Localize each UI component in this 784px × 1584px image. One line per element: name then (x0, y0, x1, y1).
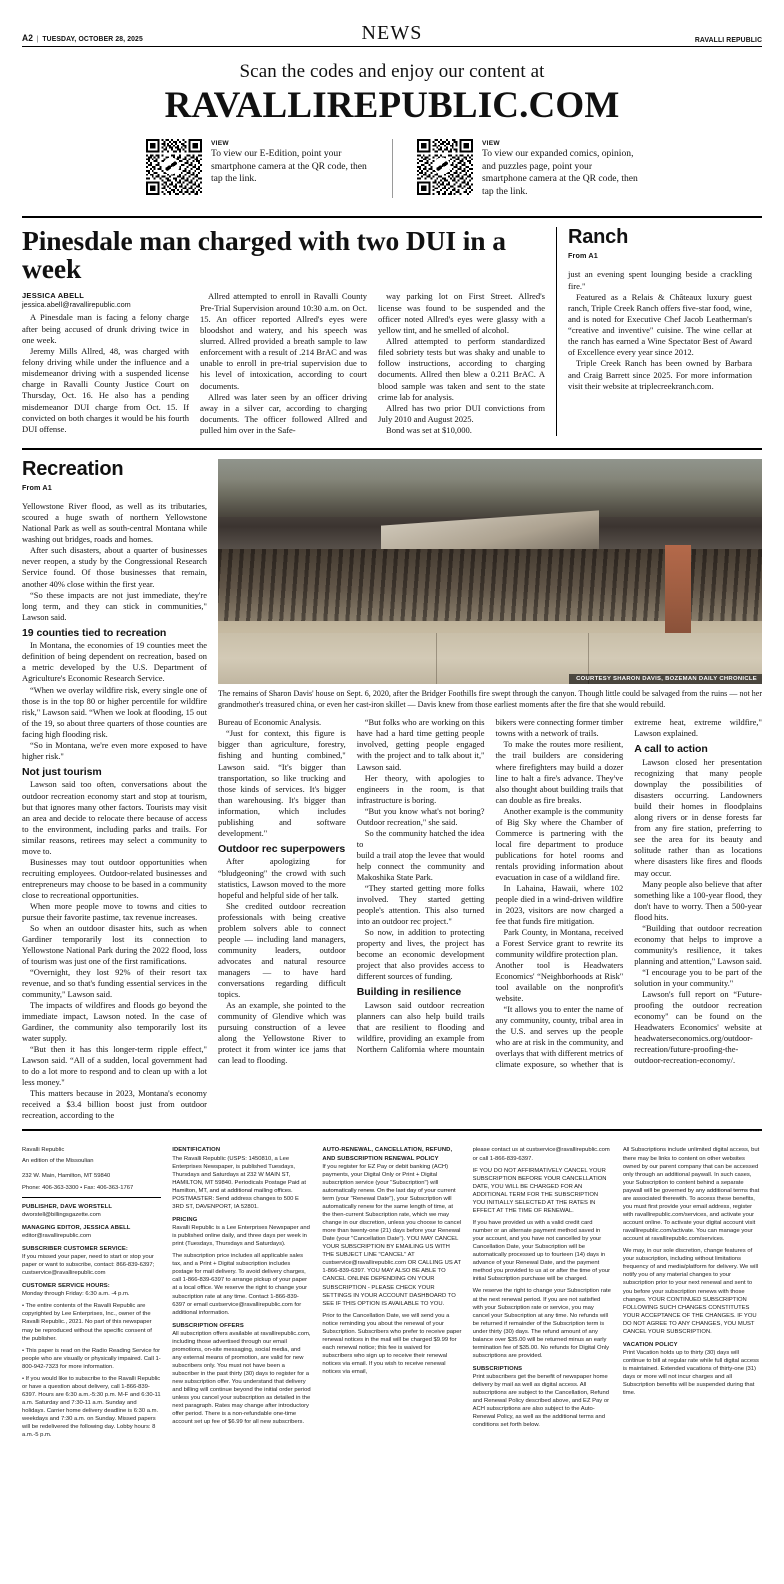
ranch-jump-story (556, 227, 752, 436)
ranch-jump-title: Ranch (568, 226, 629, 249)
recreation-from: From A1 (22, 483, 52, 493)
subhead-a-call-to-action: A call to action (634, 743, 708, 756)
autorenew-heading: AUTO-RENEWAL, CANCELLATION, REFUND, AND SUBSCRIPTION RENEWAL POLICY (322, 1147, 453, 1162)
paragraph: After apologizing for “bludgeoning" the crowd with such statistics, Lawson moved to the more hopeful and helpful side of her talk. (218, 856, 346, 900)
paragraph: So when an outdoor disaster hits, such as when Gardiner temporarily lost its connection to Yellowstone National Park during the 2022 flood, loss of tourism was just one of the first ramifications. (22, 922, 207, 966)
paragraph: Yellowstone River flood, as well as its tributaries, scoured a huge swath of northern Yellowstone National Park as well as south-central Montana while washing out bridges, roads and homes. (22, 501, 207, 545)
paragraph: Another example is the community of Big Sky where the Chamber of Commerce is partnering with the local fire department to produce publications for hotel rooms and rentals providing information about evacuation in case of a wildland fire. (495, 805, 624, 882)
top-story-column-2 (200, 291, 367, 436)
digital-access-text: All Subscriptions include unlimited digital access, but there may be links to content on other websites owned by our parent company that can be accessed only through an additional paywall. In such cases, your Subscription to content behind a separate paywall will be governed by any additional terms that are associated therewith. To access these benefits, you must first provide your email address, register with ravallirepublic.com/services, and activate your account online. To activate your digital account visit ravallirepublic.com/activate. You can manage your account at ravallirepublic.com/services. (622, 1147, 760, 1243)
paragraph: “So in Montana, we're even more exposed to have higher risk." (22, 739, 207, 761)
legal-column-4 (473, 1146, 612, 1443)
paragraph: After such disasters, about a quarter of businesses never reopen, a study by the Congressional Research Service found. Of those businesses that remain, another 40% close within the first year. (22, 545, 207, 589)
subscriber-service-text: If you missed your paper, need to start or stop your paper or want to subscribe, contact: 866-839-6397; custservice@ravallirepublic.com (22, 1254, 155, 1277)
paragraph: build a trail atop the levee that would help connect the community and Makoshika State Park. (356, 849, 485, 882)
paragraph: This matters because in 2023, Montana's economy received a $3.4 billion boost just from outdoor recreation, according to the (22, 1088, 207, 1121)
paragraph: Another tool is Headwaters Economics' “Neighborhoods at Risk" tool available on the nonprofit's website. (495, 960, 624, 1004)
paragraph: The impacts of wildfires and floods go beyond the immediate impact, Lawson noted. In the case of Gardiner, the community also temporarily lost its water supply. (22, 1000, 207, 1044)
paragraph: “When we overlay wildfire risk, every single one of those is in the top 80 or higher percentile for wildfire risk," Lawson said. “When we look at flooding, 15 out of the 19, so about three quarters of those counties are facing high flooding risk. (22, 684, 207, 739)
legal-divider (22, 1197, 161, 1198)
recreation-column-left (22, 459, 218, 1121)
promo-view-label: VIEW (482, 140, 500, 148)
paragraph: Park County, in Montana, received a Forest Service grant to rewrite its community wildfire protection plan. (495, 926, 624, 960)
promo-text-comics (482, 139, 638, 198)
identification-text: The Ravalli Republic (USPS: 1450810, a Lee Enterprises Newspaper, is published Tuesdays, Thursdays and Saturdays at 232 W MAIN ST, HAMILTON, MT 59840. Periodicals Postage Paid at Hamilton, MT, and at additional mailing offices. POSTMASTER: Send address changes to 500 E 3RD ST, DAVENPORT, IA 52801. (172, 1155, 307, 1210)
discretion-text: We may, in our sole discretion, change features of your subscription, including without limitations frequency of and media/platform for delivery. We will notify you of any material changes to your subscription prior to your next renewal and sent to you before your subscription renews with those changes. YOUR CONTINUED SUBSCRIPTION FOLLOWING SUCH CHANGES CONSTITUTES YOUR ACCEPTANCE OF THE CHANGES. IF YOU DO NOT AGREE TO ANY CHANGES, YOU MUST CANCEL YOUR SUBSCRIPTION. (622, 1248, 759, 1335)
paragraph: “Overnight, they lost 92% of their resort tax revenue, and so that's funding essential services in the community," Lawson said. (22, 967, 207, 1000)
publisher-email[interactable]: dworstell@billingsgazette.com (22, 1211, 101, 1218)
masthead-logo-republic: Republic (41, 1147, 65, 1154)
paragraph: Lawson said too often, conversations about the outdoor recreation economy start and stop at tourism, but that ignores many other factors. Tourists may visit an area and decide to relocate there because of access to the environment, including parks and trails. For similar reasons, retirees may select a community to move to. (22, 779, 207, 856)
renewal-notice-text: IF YOU DO NOT AFFIRMATIVELY CANCEL YOUR SUBSCRIPTION BEFORE YOUR CANCELLATION DATE, YOU WILL BE CHARGED FOR AN ADDITIONAL TERM FOR THE SUBSCRIPTION YOU INITIALLY SELECTED AT THE RATES IN EFFECT AT THE TIME OF RENEWAL. (472, 1167, 607, 1214)
managing-editor-label: MANAGING EDITOR, JESSICA ABELL (22, 1224, 131, 1231)
paragraph: Allred was later seen by an officer driving away in a silver car, according to charging documents. The officer followed Allred and pulled him over in the Safe- (200, 391, 367, 436)
promo-block-eedition[interactable] (122, 139, 392, 198)
masthead-logo-ravalli: Ravalli (22, 1147, 40, 1154)
page-folio (22, 0, 762, 47)
subhead-19-counties: 19 counties tied to recreation (22, 626, 167, 639)
paragraph: “They started getting more folks involved. They started getting people's attention. This also turned into an outdoor rec project." (356, 882, 485, 926)
section-title: NEWS (361, 22, 423, 45)
paragraph: just an evening spent lounging beside a crackling fire." (568, 269, 752, 291)
subhead-outdoor-rec-superpowers: Outdoor rec superpowers (218, 842, 346, 855)
publisher-label: PUBLISHER, DAVE WORSTELL (22, 1203, 113, 1210)
paragraph: Allred attempted to enroll in Ravalli County Pre-Trial Supervision around 10:30 a.m. on Oct. 15. An officer reported Allred's eyes were bloodshot and watery, and his speech was slurred. Allred provided a breath sample to law enforcement with a result of .214 BrAC and was unable to enroll in pre-trial supervision due to his level of intoxication, according to court documents. (200, 291, 367, 391)
top-story-section (22, 218, 762, 436)
subhead-building-in-resilience: Building in resilience (356, 986, 462, 999)
recreation-title: Recreation (22, 458, 124, 481)
paragraph: To make the routes more resilient, the trail builders are considering where firefighters may build a dozer line to halt a fire's advance. They've also thought about building trails that can double as fire breaks. (495, 739, 624, 805)
managing-editor-email[interactable]: editor@ravallirepublic.com (22, 1232, 91, 1239)
subscription-offers-text: All subscription offers available at ravallirepublic.com, including those advertised through our email promotions, on-site messaging, social media, and any external means of promotion, are valid for new subscribers only. You must not have been a subscriber in the past thirty (30) days to register for a new subscription offer. You understand that delivery and billing will continue beyond the initial order period unless you cancel your subscription as detailed in the next paragraph. Rates may change after introductory offer period. There is a non-refundable one-time account set up fee of $6.99 for all new subscribers. (172, 1330, 311, 1426)
pricing-text-2: The subscription price includes all applicable sales tax, and a Print + Digital subscription includes postage for mail delivery. To avoid delivery charges, call 1-866-839-6397 to arrange pickup of your paper at a local office. We reserve the right to change your subscription rate at any time. Contact 1-866-839-6397 or email custservice@ravallirepublic.com for additional information. (172, 1253, 308, 1316)
paragraph: So now, in addition to protecting property and lives, the project has become an economic development project that also provides access to different sources of funding. (356, 926, 485, 982)
legal-column-2 (172, 1146, 311, 1443)
byline-email: jessica.abell@ravallirepublic.com (22, 300, 131, 310)
promo-text-eedition (211, 139, 368, 185)
page-title: Pinesdale man charged with two DUI in a week (22, 225, 506, 285)
masthead-address: 232 W. Main, Hamilton, MT 59840 (22, 1172, 111, 1179)
paragraph: Bureau of Economic Analysis. (218, 717, 322, 728)
pricing-heading: PRICING (172, 1216, 198, 1223)
top-story-column-1 (22, 291, 189, 435)
paragraph: A Pinesdale man is facing a felony charge after being accused of drunk driving twice in one week. (22, 312, 189, 345)
identification-heading: IDENTIFICATION (172, 1147, 221, 1154)
paragraph: When more people move to towns and cities to pursue their favorite pastime, tax revenue increases. (22, 900, 207, 922)
paragraph: “But then it has this longer-term ripple effect," Lawson said. “All of a sudden, local government had to do a lot more to respond and to clean up with a lot less money." (22, 1044, 207, 1088)
folio-separator: | (36, 34, 39, 43)
subscriptions-heading: SUBSCRIPTIONS (472, 1366, 523, 1372)
paragraph: In Lahaina, Hawaii, where 102 people died in a wind-driven wildfire in 2023, visitors are now charged a fee that funds fire mitigation. (495, 882, 624, 926)
promo-view-label: VIEW (211, 140, 229, 148)
qr-promo-block (22, 47, 762, 204)
top-story-main (22, 227, 556, 436)
paragraph: “It allows you to enter the name of any community, county, tribal area in the U.S. and serves up the people who are at risk in the community, and overlays that with different metrics of climate exposure, so whether that is extreme heat, extreme wildfire," Lawson explained. (495, 717, 762, 1070)
rate-change-text: We reserve the right to change your Subscription rate at the next renewal period. If you are not satisfied with your Subscription rate or service, you may cancel your Subscription at any time. No refunds will be returned if remainder of the Subscription term is under thirty (30) days. The refund amount of any balance over $35.00 will be returned minus an early termination fee of $35.00. No refunds for Digital Only subscriptions are provided. (472, 1288, 611, 1359)
paragraph: “Building that outdoor recreation economy that helps to improve a community's resilience, it takes planning and attention," Lawson said. (634, 922, 762, 966)
paragraph: As an example, she pointed to the community of Glendive which was pursuing construction of a levee along the Yellowstone River to protect it from winter ice jams that can lead to flooding. (218, 999, 346, 1066)
paragraph: In Montana, the economies of 19 counties meet the definition of being dependent on recreation, based on a metric developed by the U.S. Department of Agriculture's Economic Research Service. (22, 640, 207, 684)
paragraph: “But folks who are working on this have had a hard time getting people involved, getting people engaged with the project and to talk about it," Lawson said. (356, 717, 485, 772)
paragraph: “But you know what's not boring? Outdoor recreation," she said. (356, 805, 485, 827)
masthead-legal-section (22, 1131, 762, 1443)
recreation-lower-columns (218, 710, 762, 1070)
vacation-policy-heading: VACATION POLICY (622, 1341, 678, 1348)
recreation-column-right (218, 459, 762, 1121)
paragraph: Triple Creek Ranch has been owned by Barbara and Craig Barrett since 2025. For more information visit their website at triplecreekranch.com. (568, 358, 752, 391)
promo-kicker: Scan the codes and enjoy our content at (239, 61, 545, 83)
paragraph: Businesses may tout outdoor opportunities when recruiting employees. Outdoor-related businesses and entrepreneurs may choose to be based in a community close to recreational opportunities. (22, 856, 207, 900)
promo-desc: To view our expanded comics, opinion, and puzzles page, point your smartphone camera at the QR code, then tap the link. (482, 148, 638, 197)
folio-left (22, 34, 143, 43)
paragraph: way parking lot on First Street. Allred's license was found to be suspended and the officer noted Allred's eyes were glassy with a yellow tint, and he smelled of alcohol. (378, 291, 545, 335)
paragraph: Lawson said outdoor recreation planners can also help build trails that are resilient to flooding and wildfire, providing an example from Northern California where mountain bikers were connecting former timber towns with a network of trails. (356, 717, 624, 1054)
cancellation-text: Prior to the Cancellation Date, we will send you a notice reminding you about the renewal of your Subscription. Subscribers who prefer to receive paper renewal notices in the mail will be charged $9.99 for each renewal notice; this fee is waived for subscribers who sign up to receive their renewal notices via email. If you wish to receive renewal notices via email, (322, 1312, 462, 1376)
customer-hours-heading: CUSTOMER SERVICE HOURS: (22, 1283, 110, 1290)
legal-columns (22, 1140, 762, 1443)
paragraph: Allred has two prior DUI convictions from July 2010 and August 2025. (378, 402, 545, 424)
photo-credit: COURTESY SHARON DAVIS, BOZEMAN DAILY CHRONICLE (569, 674, 762, 684)
subscriber-service-heading: SUBSCRIBER CUSTOMER SERVICE: (22, 1245, 128, 1252)
qr-code-icon[interactable] (417, 139, 473, 195)
legal-bullet: • The entire contents of the Ravalli Republic are copyrighted by Lee Enterprises, Inc., owner of the Ravalli Republic., 2021. No part of this newspaper may be reproduced without the specific consent of the publisher. (22, 1303, 152, 1342)
recreation-section (22, 450, 762, 1121)
autorenew-text: If you register for EZ Pay or debit banking (ACH) payments, your Digital Only or Print + Digital subscription service (your "Subscription") will automatically renew. On the last day of your current term (your "Renewal Date"), your Subscription will automatically renew for the same length of time, at the then-current Subscription rate, which we may change in our discretion, unless you choose to cancel more than twenty-one (21) days before your Renewal Date (your "Cancellation Date"). YOU MAY CANCEL YOUR SUBSCRIPTION BY EMAILING US WITH THE SUBJECT LINE "CANCEL" AT custservice@ravallirepublic.com OR CALLING US AT 1-866-839-6397. YOU MAY ALSO BE ABLE TO CANCEL ONLINE DEPENDING ON YOUR SUBSCRIPTION - PLEASE CHECK YOUR SETTINGS IN YOUR ACCOUNT DASHBOARD TO SEE IF THIS OPTION IS AVAILABLE TO YOU. (322, 1163, 462, 1307)
folio-date: TUESDAY, OCTOBER 28, 2025 (42, 34, 143, 43)
pricing-text: Ravalli Republic is a Lee Enterprises Newspaper and is published online daily, and three days per week in print (Tuesdays, Thursdays and Saturdays). (172, 1225, 310, 1248)
recreation-body-left (22, 501, 207, 1121)
top-story-columns (22, 291, 545, 436)
legal-bullet: • This paper is read on the Radio Reading Service for people who are visually or physically impaired. Call 1-800-942-7323 for more information. (22, 1347, 161, 1370)
ranch-jump-from: From A1 (568, 251, 598, 261)
paragraph: Lawson closed her presentation recognizing that many people downplay the possibilities of disasters occurring. Landowners build their homes in floodplains along rivers or in dense forests far from any fire station, preferring to see the area for its beauty and solitude rather than as locations where disasters like fires and floods may occur. (634, 757, 762, 878)
contact-text: please contact us at custservice@ravallirepublic.com or call 1-866-839-6397. (472, 1147, 610, 1162)
publication-name: RAVALLI REPUBLIC (694, 34, 762, 44)
paragraph: Featured as a Relais & Châteaux luxury guest ranch, Triple Creek Ranch offers five-star food, wine, and is noted for Executive Chef Jacob Leatherman's “creative and inventive" cuisine. The wine cellar at the ranch has earned a Wine Spectator Best of Award of Excellence every year since 2012. (568, 291, 752, 358)
top-story-column-3 (378, 291, 545, 436)
photo-caption: The remains of Sharon Davis' house on Sept. 6, 2020, after the Bridger Foothills fire swept through the canyon. Though little could be salvaged from the ruins — not her grandmother's treasured china, or even her cast-iron skillet — Davis knew from those earliest moments after the fire that she would rebuild. (218, 689, 762, 709)
promo-code-row (22, 139, 762, 198)
paragraph: Her theory, with apologies to engineers in the room, is that infrastructure is boring. (356, 772, 485, 805)
vacation-policy-text: Print Vacation holds up to thirty (30) days will continue to bill at regular rate while full digital access is maintained. Extended vacations of thirty-one (31) days or more will not incur charges and all Subscription benefits will be suspended during that time. (622, 1349, 759, 1397)
subscriptions-text: Print subscribers get the benefit of newspaper home delivery by mail as well as digital access. All subscriptions are subject to the Cancellation, Refund and Renewal Policy described above, and EZ Pay or ACH subscriptions are also subject to the Auto-Renewal Policy, as well as the additional terms and conditions set forth below. (472, 1374, 610, 1429)
folio-page-number: A2 (22, 33, 34, 43)
masthead-phone: Phone: 406-363-3300 • Fax: 406-363-1767 (22, 1184, 134, 1191)
card-charge-text: If you have provided us with a valid credit card number or an alternate payment method saved in your account, and you have not cancelled by your Cancellation Date, your Subscription will be automatically processed up to fourteen (14) days in advance of your Renewal Date, and the payment method you provided to us at or after the time of your initial Subscription purchase will be charged. (472, 1219, 611, 1283)
customer-hours-text: Monday through Friday: 6:30 a.m. -4 p.m. (22, 1291, 130, 1298)
promo-desc: To view our E-Edition, point your smartphone camera at the QR code, then tap the link. (211, 148, 367, 185)
masthead-edition: An edition of the Missoulian (22, 1157, 94, 1164)
wildfire-ruins-photo (218, 459, 762, 684)
paragraph: Jeremy Mills Allred, 48, was charged with felony driving while under the influence and a misdemeanor driving with a suspended license charge in Ravalli County Justice Court on Thursday, Oct. 16. He also has a pending misdemeanor DUI charge from Oct. 15. If convicted on both charges it would be his fourth DUI offense. (22, 345, 189, 434)
ranch-jump-body (568, 269, 752, 392)
paragraph: She credited outdoor recreation professionals with being creative problem solvers able to connect people — including land managers, community leaders, outdoor advocates and natural resource managers — to have hard conversations regarding difficult topics. (218, 900, 346, 999)
promo-website-url: RAVALLIREPUBLIC.COM (164, 85, 620, 127)
byline-author: JESSICA ABELL (22, 291, 85, 301)
paragraph: “I encourage you to be part of the solution in your community." (634, 966, 762, 988)
paragraph: “So these impacts are not just immediate, they're long term, and they can stick in communities," Lawson said. (22, 589, 207, 622)
photo-hillside (218, 459, 762, 517)
masthead-logo (22, 1146, 161, 1154)
paragraph: Lawson's full report on “Future-proofing the outdoor recreation economy" can be found on the Headwaters Economics' website at headwaterseconomics.org/outdoor-recreation/future-proofing-the-outdoor-recreation-economy/. (634, 988, 762, 1066)
paragraph: Allred attempted to perform standardized filed sobriety tests but was shaky and unable to follow instructions, according to charging documents. Allred then blew a 0.211 BrAC. A blood sample was taken and sent to the state crime lab for analysis. (378, 336, 545, 402)
legal-bullet: • If you would like to subscribe to the Ravalli Republic or have a question about delivery, call 1-866-839-6397. Hours are 6:30 a.m.-5:30 p.m. M-F and 6:30-11 a.m. Saturday and 7:30-11 a.m. Sunday and holidays. Carrier home delivery deadline is 6:30 a.m. weekdays and 7:30 a.m. on Sunday. Missed papers will be redelivered the following day. Lobby hours: 8 a.m.-5 p.m. (22, 1375, 161, 1439)
qr-code-icon[interactable] (146, 139, 202, 195)
paragraph: “Just for context, this figure is bigger than agriculture, forestry, fishing and hunting combined," Lawson said. “It's bigger than transportation, so like trucking and those kinds of services. It's bigger than warehousing. It's bigger than information, which includes publishing and software development." (218, 728, 346, 838)
promo-block-comics[interactable] (392, 139, 662, 198)
paragraph: Many people also believe that after something like a 100-year flood, they don't have to worry. Then a 500-year flood hits. (634, 878, 762, 922)
legal-column-1 (22, 1146, 161, 1443)
paragraph: Bond was set at $10,000. (386, 425, 472, 436)
subscription-offers-heading: SUBSCRIPTION OFFERS (172, 1322, 244, 1329)
paragraph: So the community hatched the idea to (356, 827, 485, 849)
subhead-not-just-tourism: Not just tourism (22, 765, 102, 778)
legal-column-5 (623, 1146, 762, 1443)
legal-column-3 (322, 1146, 461, 1443)
